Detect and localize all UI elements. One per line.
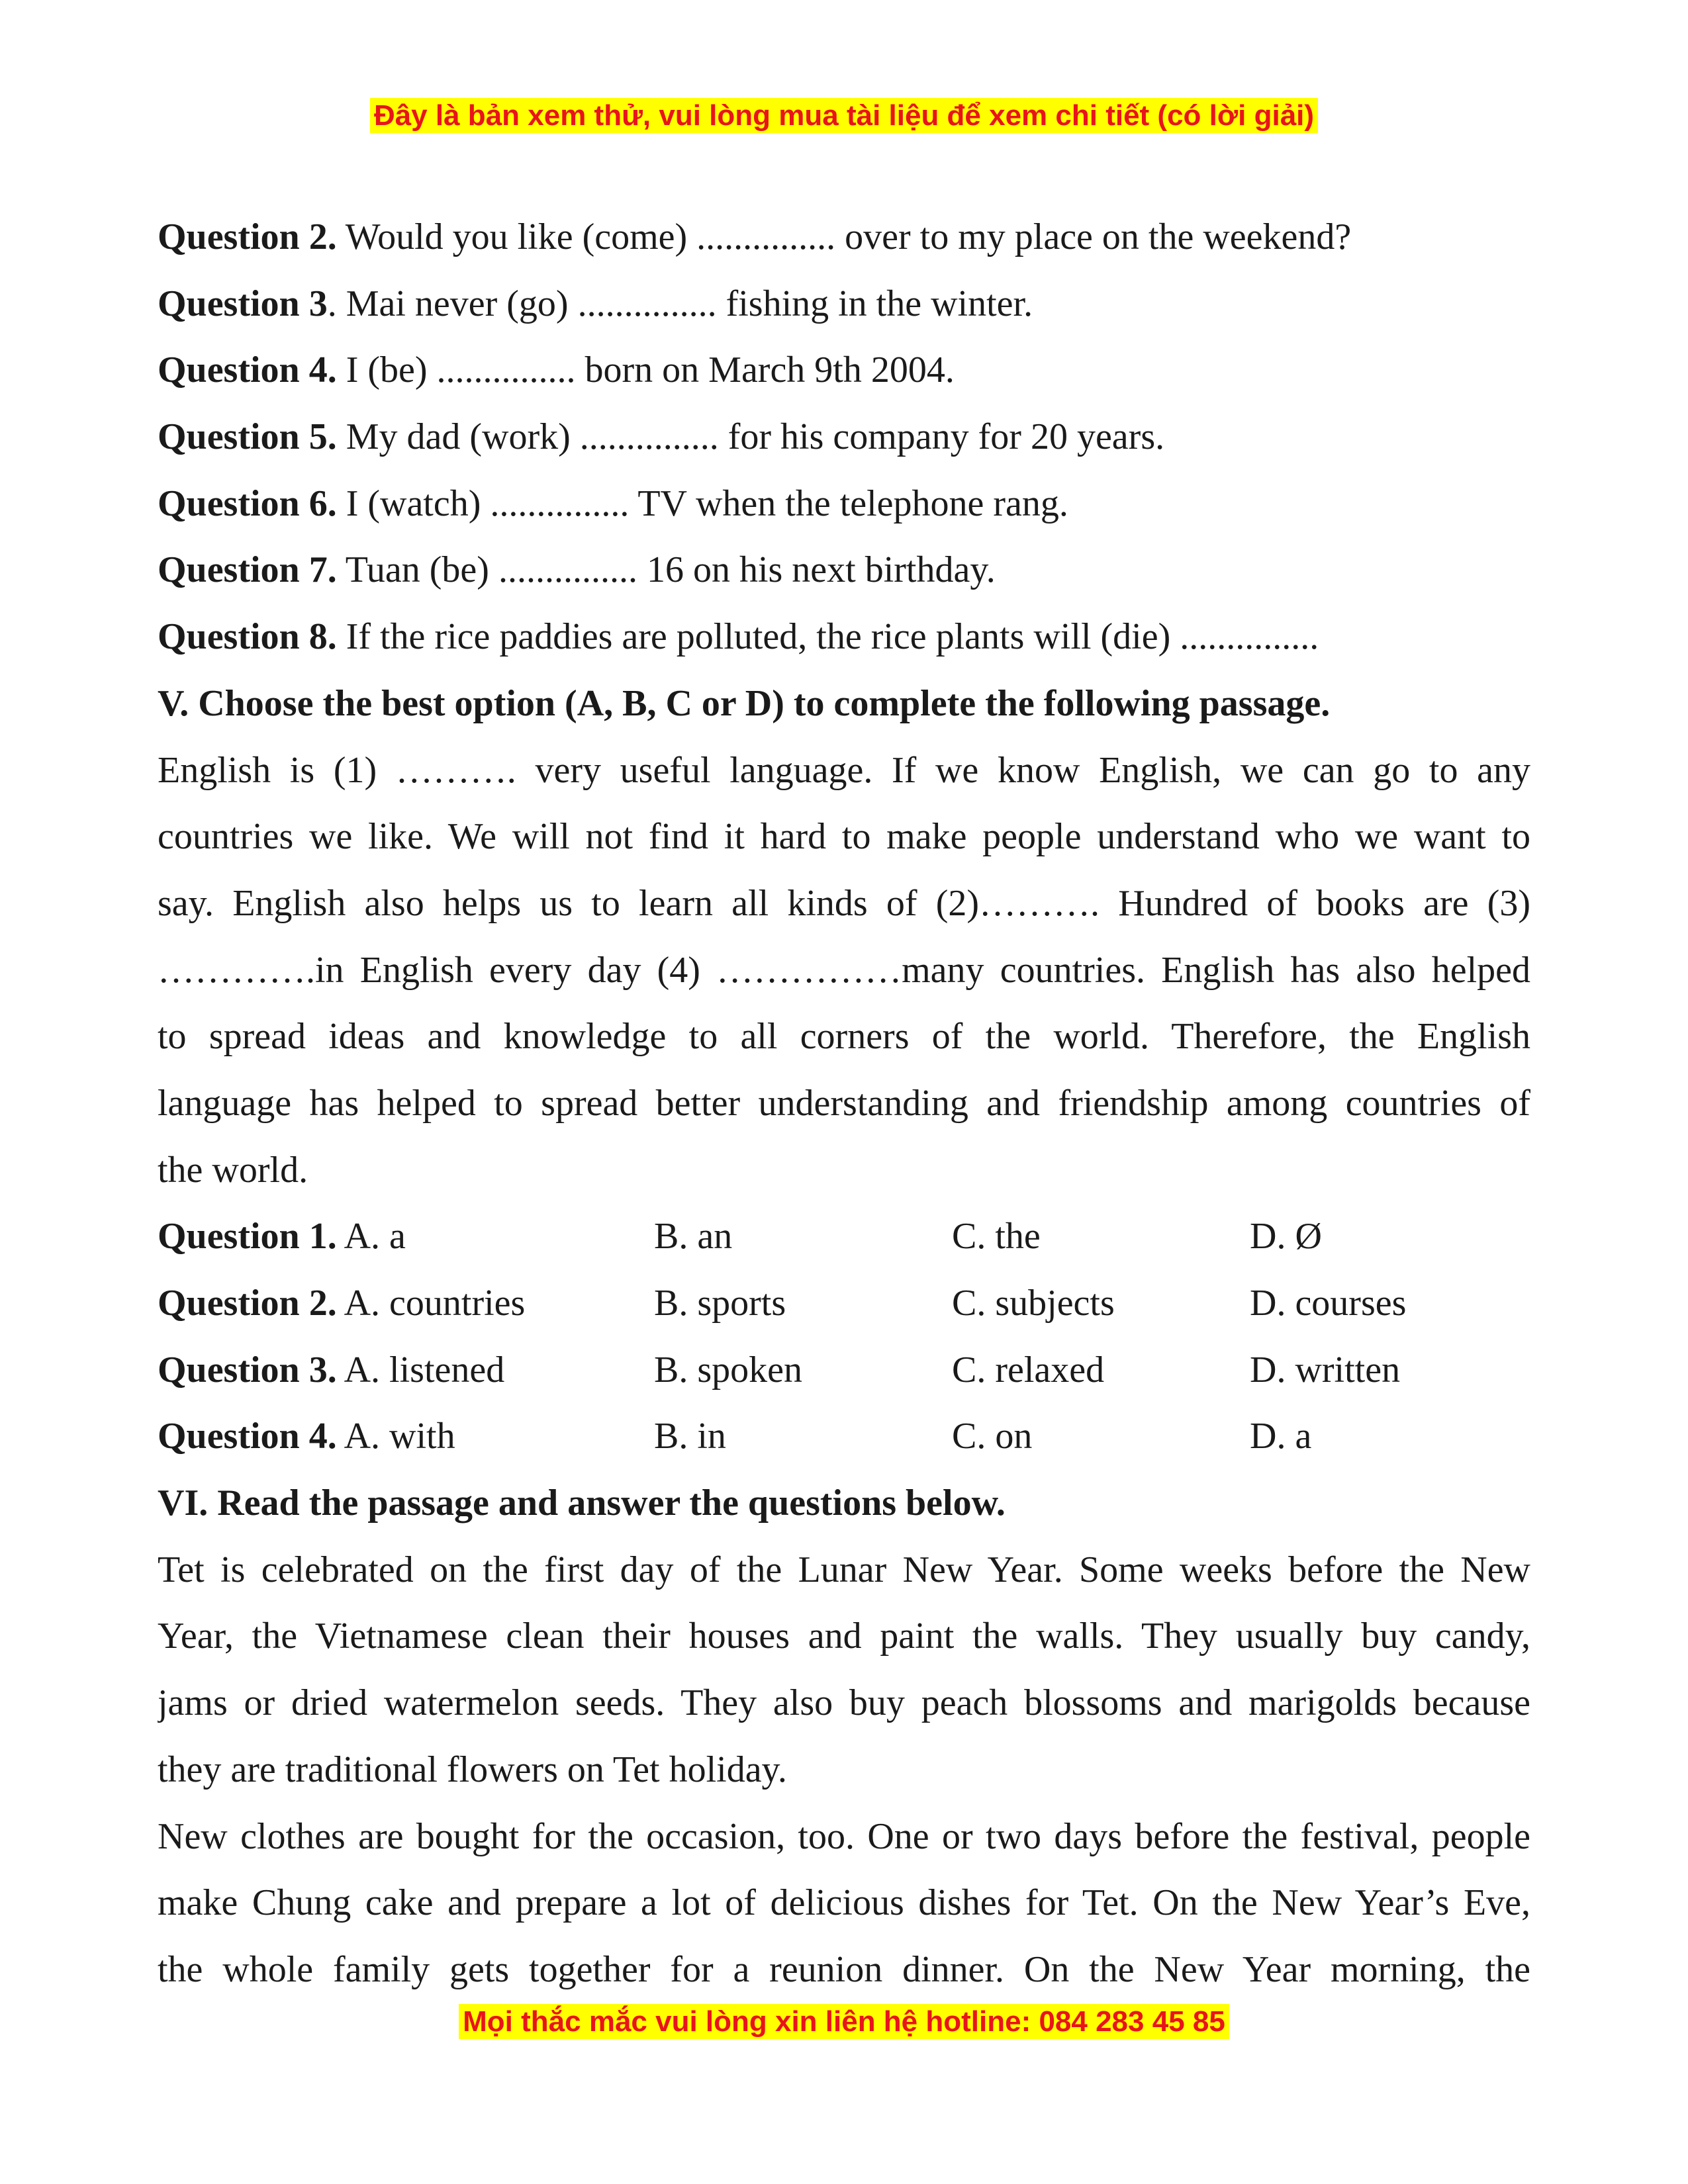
hotline-text: Mọi thắc mắc vui lòng xin liên hệ hotline: 084 283 45 85	[459, 2004, 1229, 2039]
section-v-passage	[158, 737, 1530, 1204]
passage-line: say. English also helps us to learn all kinds of (2)………. Hundred of books are (3)	[158, 882, 1530, 924]
section-vi-passage	[158, 1537, 1530, 2003]
preview-notice-text: Đây là bản xem thử, vui lòng mua tài liệu để xem chi tiết (có lời giải)	[370, 98, 1318, 133]
hotline-banner	[0, 2005, 1688, 2038]
passage-line: to spread ideas and knowledge to all corners of the world. Therefore, the English	[158, 1016, 1530, 1058]
fill-question-3: Question 3. Mai never (go) ............... fishing in the winter.	[158, 283, 1033, 324]
preview-notice-banner	[0, 99, 1688, 132]
worksheet-content	[158, 204, 1530, 2003]
passage-line: language has helped to spread better understanding and friendship among countries of	[158, 1082, 1530, 1124]
passage-line: English is (1) ………. very useful language. If we know English, we can go to any	[158, 749, 1530, 791]
options-row-4: Question 4. A. with B. in C. on D. a	[158, 1416, 1312, 1457]
passage-line: the whole family gets together for a reunion dinner. On the New Year morning, the	[158, 1948, 1530, 1990]
fill-in-questions	[158, 204, 1530, 670]
passage-line: jams or dried watermelon seeds. They also buy peach blossoms and marigolds because	[158, 1682, 1530, 1724]
multiple-choice-options	[158, 1203, 1530, 1470]
passage-line: make Chung cake and prepare a lot of delicious dishes for Tet. On the New Year’s Eve,	[158, 1882, 1530, 1924]
fill-question-2: Question 2. Would you like (come) ............... over to my place on the weekend?	[158, 216, 1352, 257]
fill-question-8: Question 8. If the rice paddies are polluted, the rice plants will (die) ...............	[158, 616, 1319, 658]
passage-line: countries we like. We will not find it hard to make people understand who we want to	[158, 816, 1530, 858]
passage-line: ………….in English every day (4) ……………many countries. English has also helped	[158, 949, 1530, 991]
passage-line: they are traditional flowers on Tet holiday.	[158, 1749, 787, 1790]
fill-question-5: Question 5. My dad (work) ............... for his company for 20 years.	[158, 416, 1165, 458]
passage-line: Tet is celebrated on the first day of the Lunar New Year. Some weeks before the New	[158, 1549, 1530, 1590]
section-v-heading: V. Choose the best option (A, B, C or D) to complete the following passage.	[158, 682, 1331, 724]
options-row-1: Question 1. A. a B. an C. the D. Ø	[158, 1216, 1322, 1257]
fill-question-4: Question 4. I (be) ............... born on March 9th 2004.	[158, 349, 955, 391]
passage-line: Year, the Vietnamese clean their houses and paint the walls. They usually buy candy,	[158, 1615, 1530, 1657]
options-row-2: Question 2. A. countries B. sports C. subjects D. courses	[158, 1283, 1407, 1324]
options-row-3: Question 3. A. listened B. spoken C. relaxed D. written	[158, 1349, 1401, 1390]
fill-question-6: Question 6. I (watch) ............... TV when the telephone rang.	[158, 482, 1068, 524]
passage-line: New clothes are bought for the occasion, too. One or two days before the festival, people	[158, 1815, 1530, 1857]
passage-line: the world.	[158, 1149, 308, 1191]
fill-question-7: Question 7. Tuan (be) ............... 16 on his next birthday.	[158, 549, 996, 591]
section-vi-heading: VI. Read the passage and answer the questions below.	[158, 1482, 1006, 1524]
